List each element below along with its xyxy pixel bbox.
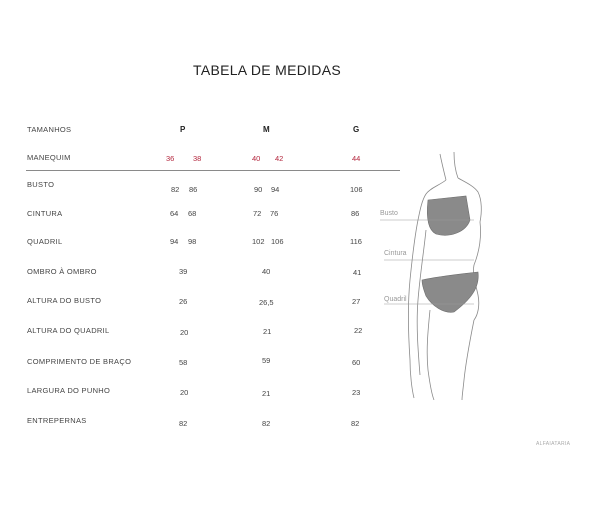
ombro-p: 39: [179, 267, 188, 276]
entrepernas-g: 82: [351, 419, 360, 428]
busto-m2: 94: [271, 185, 280, 194]
row-label-altura-quadril: ALTURA DO QUADRIL: [27, 326, 110, 335]
manequim-p1: 36: [166, 154, 175, 163]
manequim-g: 44: [352, 154, 361, 163]
row-label-busto: BUSTO: [27, 180, 55, 189]
busto-m1: 90: [254, 185, 263, 194]
figure-label-cintura: Cintura: [384, 250, 407, 257]
cintura-m2: 76: [270, 209, 279, 218]
braco-p: 58: [179, 358, 188, 367]
body-figure-illustration: [370, 100, 510, 400]
row-label-tamanhos: TAMANHOS: [27, 125, 72, 134]
size-m-header: M: [263, 125, 270, 134]
quadril-p2: 98: [188, 237, 197, 246]
quadril-m2: 106: [271, 237, 284, 246]
entrepernas-p: 82: [179, 419, 188, 428]
busto-p2: 86: [189, 185, 198, 194]
figure-label-quadril: Quadril: [384, 296, 407, 303]
quadril-g: 116: [350, 237, 362, 246]
entrepernas-m: 82: [262, 419, 271, 428]
punho-m: 21: [262, 389, 271, 398]
brand-mark: ALFAIATARIA: [536, 441, 571, 447]
row-label-cintura: CINTURA: [27, 209, 63, 218]
manequim-p2: 38: [193, 154, 202, 163]
row-label-comprimento-braco: COMPRIMENTO DE BRAÇO: [27, 357, 132, 366]
row-label-altura-busto: ALTURA DO BUSTO: [27, 296, 102, 305]
altura-busto-m: 26,5: [259, 298, 274, 307]
ombro-m: 40: [262, 267, 271, 276]
row-label-entrepernas: ENTREPERNAS: [27, 416, 87, 425]
braco-m: 59: [262, 356, 271, 365]
quadril-m1: 102: [252, 237, 265, 246]
header-divider: [26, 170, 400, 171]
size-g-header: G: [353, 125, 360, 134]
altura-quadril-p: 20: [180, 328, 189, 337]
braco-g: 60: [352, 358, 361, 367]
cintura-m1: 72: [253, 209, 262, 218]
figure-label-busto: Busto: [380, 210, 398, 217]
cintura-p2: 68: [188, 209, 197, 218]
cintura-p1: 64: [170, 209, 179, 218]
row-label-manequim: MANEQUIM: [27, 153, 71, 162]
page-title: TABELA DE MEDIDAS: [193, 62, 341, 78]
cintura-g: 86: [351, 209, 360, 218]
row-label-ombro: OMBRO À OMBRO: [27, 267, 97, 276]
altura-quadril-g: 22: [354, 326, 363, 335]
busto-p1: 82: [171, 185, 180, 194]
punho-g: 23: [352, 388, 361, 397]
size-p-header: P: [180, 125, 186, 134]
altura-quadril-m: 21: [263, 327, 272, 336]
altura-busto-p: 26: [179, 297, 188, 306]
row-label-quadril: QUADRIL: [27, 237, 63, 246]
punho-p: 20: [180, 388, 189, 397]
ombro-g: 41: [353, 268, 362, 277]
row-label-largura-punho: LARGURA DO PUNHO: [27, 386, 111, 395]
manequim-m2: 42: [275, 154, 284, 163]
manequim-m1: 40: [252, 154, 261, 163]
quadril-p1: 94: [170, 237, 179, 246]
busto-g: 106: [350, 185, 363, 194]
altura-busto-g: 27: [352, 297, 361, 306]
